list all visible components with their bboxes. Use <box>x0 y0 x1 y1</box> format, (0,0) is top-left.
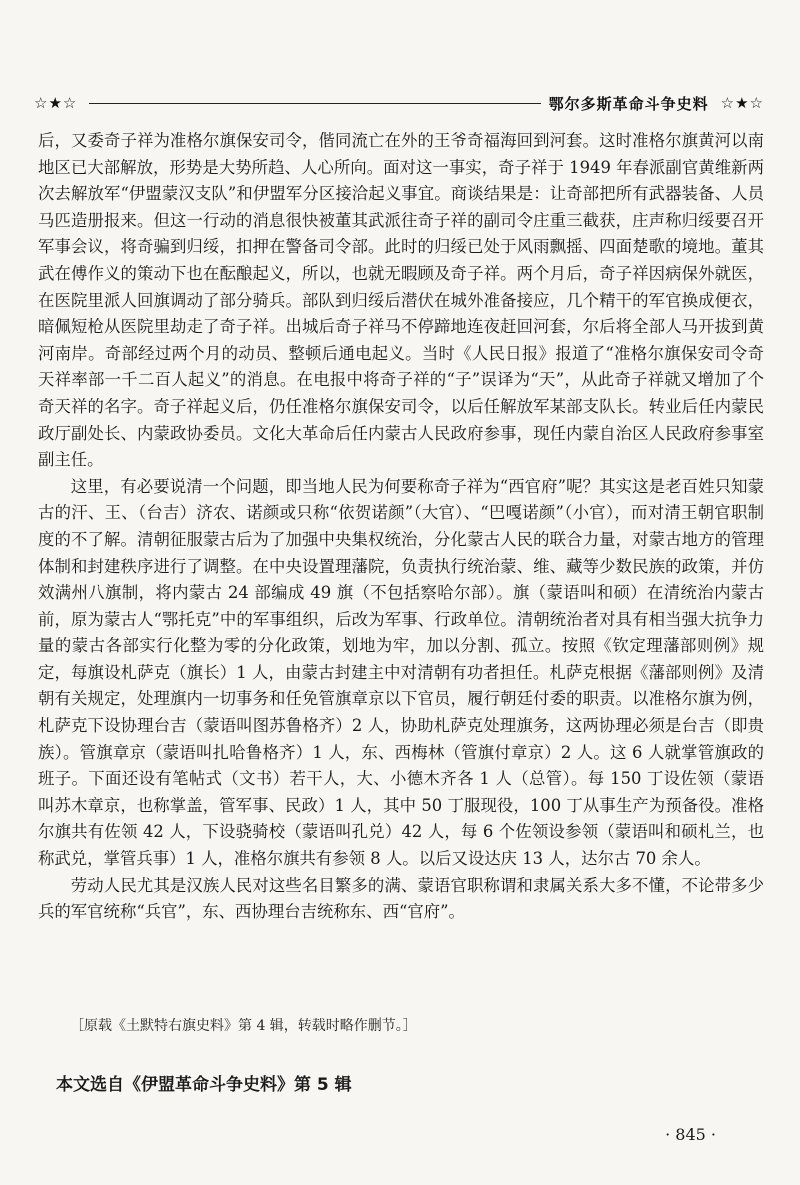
star-ornament-right: ☆★☆ <box>720 94 764 112</box>
page-number: · 845 · <box>665 1125 716 1144</box>
running-header <box>34 92 764 114</box>
article-body <box>38 128 764 926</box>
paragraph-3: 劳动人民尤其是汉族人民对这些名目繁多的满、蒙语官职称谓和隶属关系大多不懂，不论带多少兵的军官统称“兵官”，东、西协理台吉统称东、西“官府”。 <box>38 875 764 922</box>
header-rule <box>89 103 540 104</box>
paragraph-1: 后，又委奇子祥为准格尔旗保安司令，偕同流亡在外的王爷奇福海回到河套。这时准格尔旗黄河以南地区已大部解放，形势是大势所趋、人心所向。面对这一事实，奇子祥于 1949 年春派副官黄维新两次去解放军“伊盟蒙汉支队”和伊盟军分区接洽起义事宜。商谈结果是：让奇部把所有武器装备、人员马匹造册报来。但这一行动的消息很快被董其武派往奇子祥的副司令庄重三截获，庄声称归绥要召开军事会议，将奇骗到归绥，扣押在警备司令部。此时的归绥已处于风雨飘摇、四面楚歌的境地。董其武在傅作义的策动下也在酝酿起义，所以，也就无暇顾及奇子祥。两个月后，奇子祥因病保外就医，在医院里派人回旗调动了部分骑兵。部队到归绥后潜伏在城外准备接应，几个精干的军官换成便衣，暗佩短枪从医院里劫走了奇子祥。出城后奇子祥马不停蹄地连夜赶回河套，尔后将全部人马开拔到黄河南岸。奇部经过两个月的动员、整顿后通电起义。当时《人民日报》报道了“准格尔旗保安司令奇天祥率部一千二百人起义”的消息。在电报中将奇子祥的“子”误译为“天”，从此奇子祥就又增加了个奇天祥的名字。奇子祥起义后，仍任准格尔旗保安司令，以后任解放军某部支队长。转业后任内蒙民政厅副处长、内蒙政协委员。文化大革命后任内蒙古人民政府参事，现任内蒙自治区人民政府参事室副主任。 <box>38 131 764 470</box>
paragraph-2: 这里，有必要说清一个问题，即当地人民为何要称奇子祥为“西官府”呢？其实这是老百姓只知蒙古的汗、王、（台吉）济农、诺颜或只称“依贺诺颜”（大官）、“巴嘎诺颜”（小官），而对清王朝官职制度的不了解。清朝征服蒙古后为了加强中央集权统治，分化蒙古人民的联合力量，对蒙古地方的管理体制和封建秩序进行了调整。在中央设置理藩院，负责执行统治蒙、维、藏等少数民族的政策，并仿效满州八旗制，将内蒙古 24 部编成 49 旗（不包括察哈尔部）。旗（蒙语叫和硕）在清统治内蒙古前，原为蒙古人“鄂托克”中的军事组织，后改为军事、行政单位。清朝统治者对具有相当强大抗争力量的蒙古各部实行化整为零的分化政策，划地为牢，加以分割、孤立。按照《钦定理藩部则例》规定，每旗设札萨克（旗长）1 人，由蒙古封建主中对清朝有功者担任。札萨克根据《藩部则例》及清朝有关规定，处理旗内一切事务和任免管旗章京以下官员，履行朝廷付委的职责。以准格尔旗为例，札萨克下设协理台吉（蒙语叫图苏鲁格齐）2 人，协助札萨克处理旗务，这两协理必须是台吉（即贵族）。管旗章京（蒙语叫扎哈鲁格齐）1 人，东、西梅林（管旗付章京）2 人。这 6 人就掌管旗政的班子。下面还设有笔帖式（文书）若干人，大、小德木齐各 1 人（总管）。每 150 丁设佐领（蒙语叫苏木章京，也称掌盖，管军事、民政）1 人，其中 50 丁服现役，100 丁从事生产为预备役。准格尔旗共有佐领 42 人，下设骁骑校（蒙语叫孔兑）42 人，每 6 个佐领设参领（蒙语叫和硕札兰，也称武兑，掌管兵事）1 人，准格尔旗共有参领 8 人。以后又设达庆 13 人，达尔古 70 余人。 <box>38 476 764 869</box>
journal-title: 鄂尔多斯革命斗争史料 <box>548 94 709 113</box>
star-ornament-left: ☆★☆ <box>34 94 78 112</box>
source-note: ［原载《土默特右旗史料》第 4 辑，转载时略作删节。］ <box>70 1018 417 1034</box>
source-line: 本文选自《伊盟革命斗争史料》第 5 辑 <box>56 1075 352 1095</box>
